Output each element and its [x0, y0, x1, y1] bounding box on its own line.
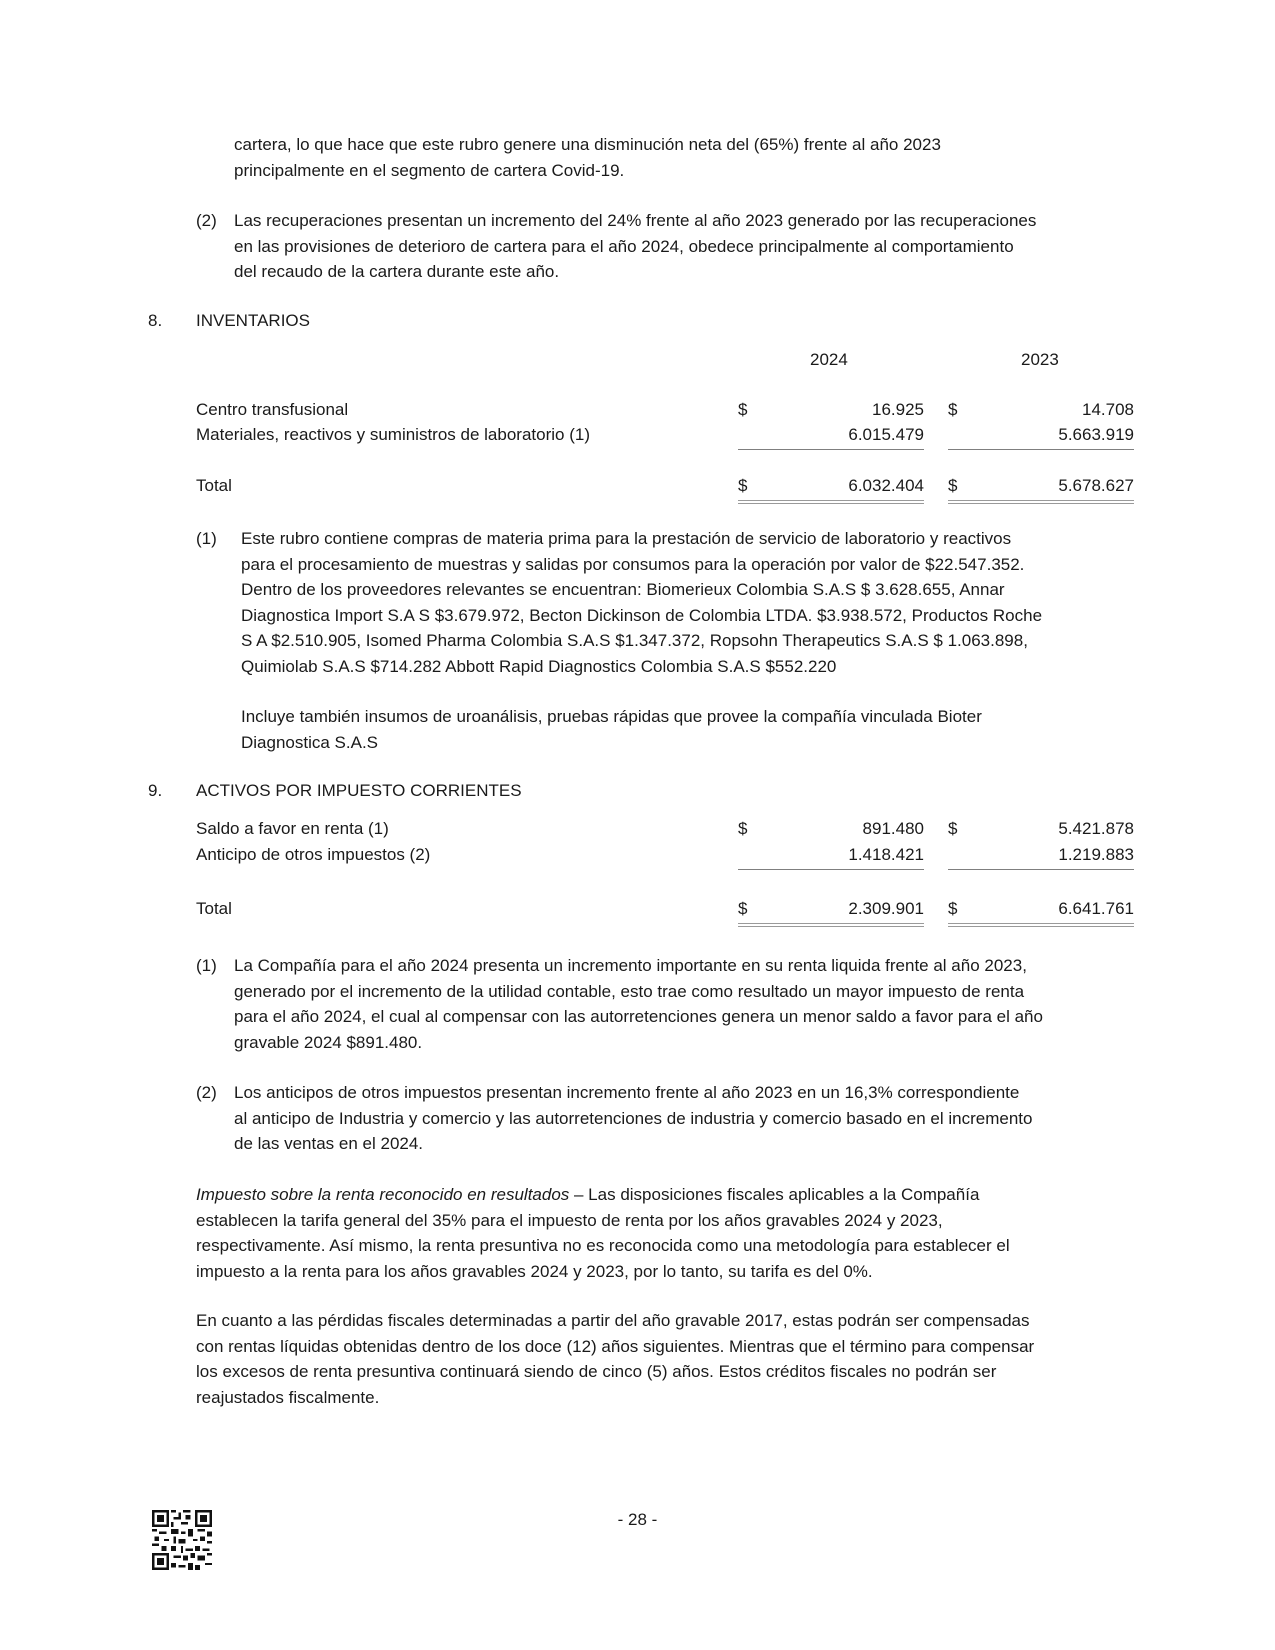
- currency-symbol: $: [738, 819, 748, 838]
- text-line: de las ventas en el 2024.: [234, 1134, 424, 1153]
- currency-symbol: $: [948, 476, 958, 495]
- text-line: cartera, lo que hace que este rubro genere una disminución neta del (65%) frente al año 2023: [234, 135, 941, 154]
- text-line: los excesos de renta presuntiva continuará siendo de cinco (5) años. Estos créditos fiscales no podrán ser: [196, 1362, 997, 1381]
- value-2023: [948, 845, 1134, 870]
- text-line: reajustados fiscalmente.: [196, 1387, 380, 1407]
- footnote-2-recuperaciones: [196, 208, 1156, 288]
- footnote-1-saldo-renta: [196, 953, 1186, 1058]
- row-label: Materiales, reactivos y suministros de laboratorio (1): [196, 425, 590, 444]
- text-line: Incluye también insumos de uroanálisis, pruebas rápidas que provee la compañía vinculada Bioter: [241, 707, 982, 726]
- amount: 14.708: [1082, 400, 1134, 419]
- value-2024: [738, 819, 924, 843]
- currency-symbol: $: [738, 899, 748, 918]
- amount: 6.015.479: [848, 425, 924, 444]
- row-label: Total: [196, 899, 232, 918]
- section-title: ACTIVOS POR IMPUESTO CORRIENTES: [196, 781, 522, 800]
- amount: 2.309.901: [848, 899, 924, 918]
- value-2023: [948, 400, 1134, 424]
- amount: 891.480: [862, 819, 924, 838]
- text-line: Los anticipos de otros impuestos presentan incremento frente al año 2023 en un 16,3% correspondiente: [234, 1083, 1020, 1102]
- amount: 5.678.627: [1058, 476, 1134, 495]
- total-row: [0, 899, 1275, 925]
- footnote-2-anticipos: [196, 1080, 1186, 1160]
- text-line: del recaudo de la cartera durante este año.: [234, 262, 560, 281]
- row-label: Anticipo de otros impuestos (2): [196, 845, 431, 864]
- amount: 1.219.883: [1058, 845, 1134, 864]
- currency-symbol: $: [948, 400, 958, 419]
- text-line: establecen la tarifa general del 35% para el impuesto de renta por los años gravables 2024 y 2023,: [196, 1210, 943, 1230]
- table-row: [0, 425, 1275, 451]
- text-line: Diagnostica Import S.A S $3.679.972, Becton Dickinson de Colombia LTDA. $3.938.572, Productos Roche: [241, 605, 1043, 625]
- total-2024: [738, 899, 924, 927]
- text-line: Quimiolab S.A.S $714.282 Abbott Rapid Diagnostics Colombia S.A.S $552.220: [241, 656, 837, 676]
- losses-paragraph: [196, 1308, 1034, 1410]
- text-line: Diagnostica S.A.S: [241, 732, 379, 752]
- total-2023: [948, 476, 1134, 504]
- text-line: para el procesamiento de muestras y salidas por consumos para la operación por valor de $22.547.352.: [241, 554, 1025, 574]
- amount: 5.663.919: [1058, 425, 1134, 444]
- section-number: 9.: [148, 781, 163, 800]
- table-row: [0, 845, 1275, 871]
- text-line: Este rubro contiene compras de materia prima para la prestación de servicio de laboratorio y reactivos: [241, 529, 1012, 548]
- amount: 6.032.404: [848, 476, 924, 495]
- text-line: para el año 2024, el cual al compensar con las autorretenciones genera un menor saldo a favor para el año: [234, 1007, 1043, 1026]
- text-line: generado por el incremento de la utilidad contable, esto trae como resultado un mayor impuesto de renta: [234, 981, 1025, 1001]
- text-line: Las recuperaciones presentan un incremento del 24% frente al año 2023 generado por las recuperaciones: [234, 211, 1037, 230]
- amount: 16.925: [872, 400, 924, 419]
- text-line: En cuanto a las pérdidas fiscales determinadas a partir del año gravable 2017, estas podrán ser compensadas: [196, 1311, 1030, 1330]
- text-line: en las provisiones de deterioro de cartera para el año 2024, obedece principalmente al comportamiento: [234, 236, 1014, 256]
- footnote-1-inventarios: [196, 526, 1186, 752]
- tax-paragraph: [196, 1182, 1010, 1284]
- total-2024: [738, 476, 924, 504]
- text-line: S A $2.510.905, Isomed Pharma Colombia S.A.S $1.347.372, Ropsohn Therapeutics S.A.S $ 1.063.898,: [241, 631, 1028, 650]
- value-2023: [948, 819, 1134, 843]
- text-line: Dentro de los proveedores relevantes se encuentran: Biomerieux Colombia S.A.S $ 3.628.655, Annar: [241, 580, 1005, 599]
- text-line: respectivamente. Así mismo, la renta presuntiva no es reconocida como una metodología para establecer el: [196, 1236, 1010, 1255]
- currency-symbol: $: [948, 819, 958, 838]
- section-title: INVENTARIOS: [196, 311, 310, 330]
- currency-symbol: $: [948, 899, 958, 918]
- currency-symbol: $: [738, 476, 748, 495]
- total-row: [0, 476, 1275, 502]
- footnote-marker: (2): [196, 1083, 217, 1102]
- row-label: Total: [196, 476, 232, 495]
- text-line: [196, 1182, 1010, 1208]
- value-2024: [738, 845, 924, 870]
- amount: 6.641.761: [1058, 899, 1134, 918]
- text-line: gravable 2024 $891.480.: [234, 1032, 423, 1052]
- table-row: [0, 400, 1275, 426]
- row-label: Saldo a favor en renta (1): [196, 819, 389, 838]
- text-line: principalmente en el segmento de cartera Covid-19.: [234, 160, 625, 180]
- footnote-marker: (2): [196, 211, 217, 230]
- footnote-marker: (1): [196, 529, 217, 548]
- footnote-marker: (1): [196, 956, 217, 975]
- amount: 5.421.878: [1058, 819, 1134, 838]
- text-line: La Compañía para el año 2024 presenta un incremento importante en su renta liquida frente al año 2023,: [234, 956, 1027, 975]
- value-2024: [738, 400, 924, 424]
- table-row: [0, 819, 1275, 845]
- year-header-2023: 2023: [1021, 350, 1059, 369]
- text-line: impuesto a la renta para los años gravables 2024 y 2023, por lo tanto, su tarifa es del 0%.: [196, 1261, 873, 1281]
- currency-symbol: $: [738, 400, 748, 419]
- italic-lead: Impuesto sobre la renta reconocido en resultados: [196, 1185, 570, 1204]
- total-2023: [948, 899, 1134, 927]
- value-2024: [738, 425, 924, 450]
- section-number: 8.: [148, 311, 163, 330]
- intro-continuation: [234, 132, 941, 183]
- amount: 1.418.421: [848, 845, 924, 864]
- value-2023: [948, 425, 1134, 450]
- text-line: al anticipo de Industria y comercio y las autorretenciones de industria y comercio basado en el incremento: [234, 1108, 1033, 1128]
- page-number: - 28 -: [617, 1510, 658, 1529]
- row-label: Centro transfusional: [196, 400, 349, 419]
- year-header-2024: 2024: [810, 350, 848, 369]
- lead-rest: – Las disposiciones fiscales aplicables a la Compañía: [569, 1185, 980, 1204]
- text-line: con rentas líquidas obtenidas dentro de los doce (12) años siguientes. Mientras que el término para compensar: [196, 1336, 1035, 1356]
